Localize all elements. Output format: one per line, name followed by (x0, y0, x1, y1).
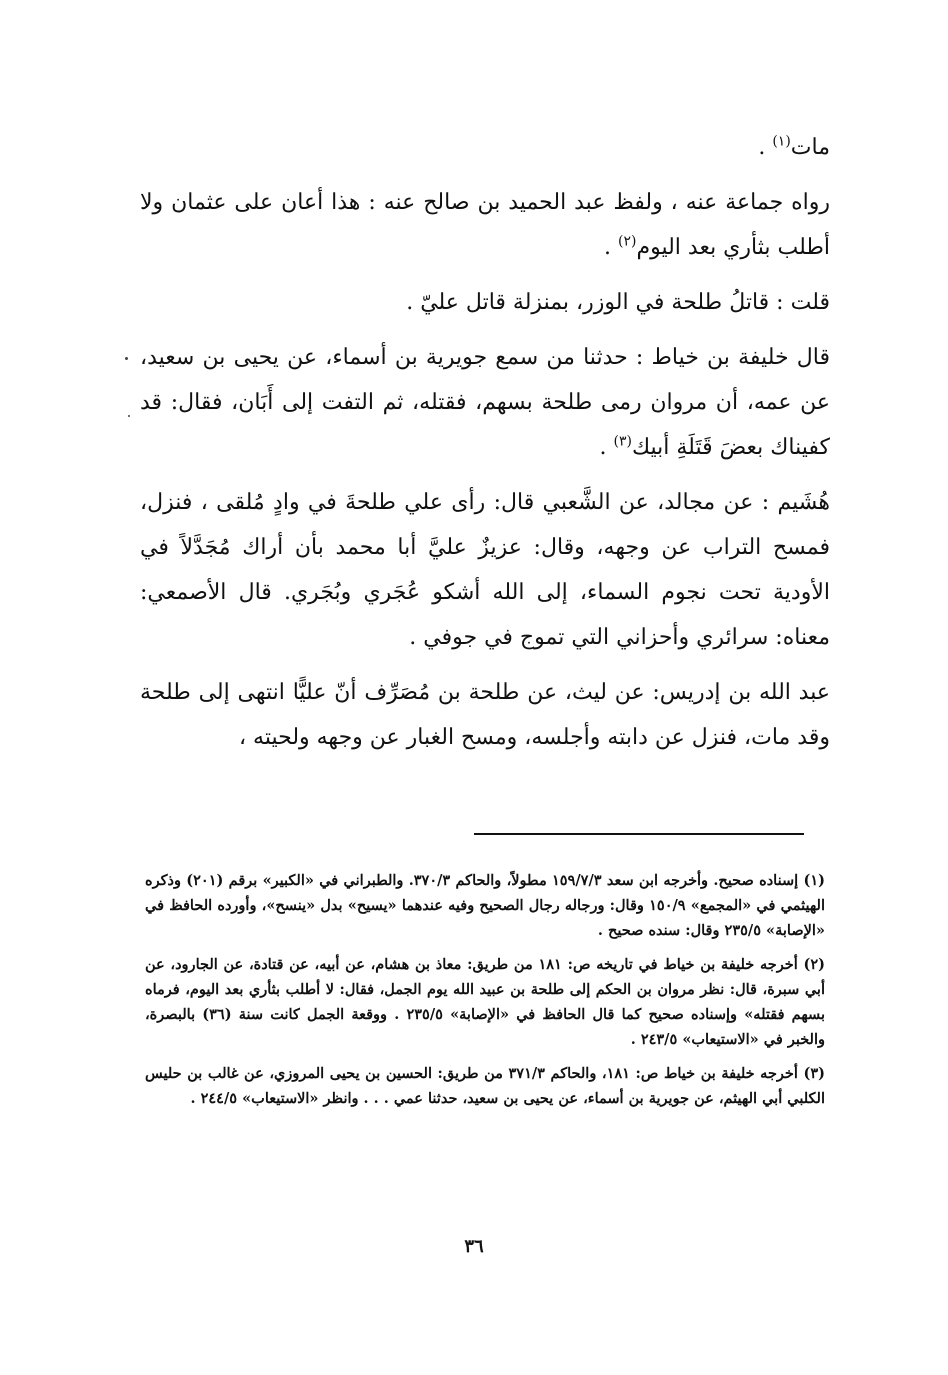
paragraph-4 (140, 335, 830, 470)
paragraph-text: مات (790, 135, 830, 160)
paragraph-2 (140, 180, 830, 270)
footnote-3: (٣) أخرجه خليفة بن خياط ص: ١٨١، والحاكم ٣٧١/٣ من طريق: الحسين بن يحيى المروزي، عن غالب بن حليس الكلبي أبي الهيثم، عن جويرية بن أسماء، عن يحيى بن سعيد، حدثنا عمي . . . وانظر «الاستيعاب» ٢٤٤/٥ . (145, 1065, 825, 1107)
paragraph-tail: . (758, 135, 773, 160)
paragraph-5 (140, 480, 830, 660)
paragraph-tail: . (599, 435, 614, 460)
paragraph-1 (140, 125, 830, 170)
paragraph-6 (140, 670, 830, 760)
paragraph-text: رواه جماعة عنه ، ولفظ عبد الحميد بن صالح عنه : هذا أعان على عثمان ولا أطلب بثأري بعد اليوم (140, 190, 830, 260)
footnote-ref: (٢) (618, 233, 637, 250)
scan-speck (125, 357, 128, 360)
footnotes (145, 868, 825, 1120)
footnote-2: (٢) أخرجه خليفة بن خياط في تاريخه ص: ١٨١ من طريق: معاذ بن هشام، عن أبيه، عن قتادة، عن الجارود، عن أبي سبرة، قال: نظر مروان بن الحكم إلى طلحة بن عبيد الله يوم الجمل، فقال: لا أطلب بثأري بعد اليوم، فرماه بسهم فقتله» وإسناده صحيح كما قال الحافظ في «الإصابة» ٢٣٥/٥ . ووقعة الجمل كانت سنة (٣٦) بالبصرة، والخبر في «الاستيعاب» ٢٤٣/٥ . (145, 956, 826, 1048)
footnote-ref: (٣) (613, 433, 632, 450)
paragraph-text: هُشَيم : عن مجالد، عن الشَّعبي قال: رأى علي طلحةَ في وادٍ مُلقى ، فنزل، فمسح التراب عن وجهه، وقال: عزيزٌ عليَّ أبا محمد بأن أراك مُجَدَّلاً في الأودية تحت نجوم السماء، إلى الله أشكو عُجَري وبُجَري. قال الأصمعي: معناه: سرائري وأحزاني التي تموج في جوفي . (140, 490, 830, 650)
paragraph-text: قال خليفة بن خياط : حدثنا من سمع جويرية بن أسماء، عن يحيى بن سعيد، عن عمه، أن مروان رمى طلحة بسهم، فقتله، ثم التفت إلى أَبَان، فقال: قد كفيناك بعضَ قَتَلَةِ أبيك (140, 345, 830, 460)
paragraph-text: قلت : قاتلُ طلحة في الوزر، بمنزلة قاتل عليّ . (406, 290, 830, 315)
footnote-1: (١) إسناده صحيح. وأخرجه ابن سعد ١٥٩/٧/٣ مطولاً، والحاكم ٣٧٠/٣. والطبراني في «الكبير» برقم (٢٠١) وذكره الهيثمي في «المجمع» ١٥٠/٩ وقال: ورجاله رجال الصحيح وفيه عندهما «يسيح» بدل «ينسح»، وأورده الحافظ في «الإصابة» ٢٣٥/٥ وقال: سنده صحيح . (145, 872, 825, 939)
page-number: ٣٦ (464, 1236, 484, 1257)
main-text (140, 125, 830, 760)
scan-speck (128, 415, 130, 417)
paragraph-3 (140, 280, 830, 325)
paragraph-text: عبد الله بن إدريس: عن ليث، عن طلحة بن مُصَرِّف أنّ عليًّا انتهى إلى طلحة وقد مات، فنزل عن دابته وأجلسه، ومسح الغبار عن وجهه ولحيته ، (140, 680, 830, 750)
paragraph-tail: . (604, 235, 618, 260)
footnote-ref: (١) (772, 133, 791, 150)
footnote-separator (474, 833, 804, 835)
